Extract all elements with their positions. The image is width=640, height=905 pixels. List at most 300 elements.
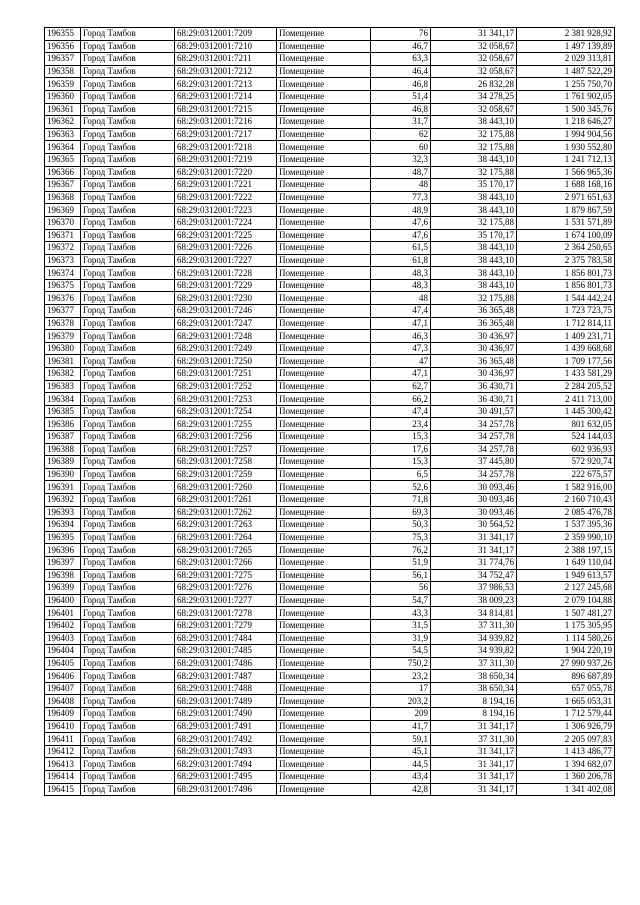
city-cell: Город Тамбов [81,418,175,431]
unit-value-cell: 32 175,88 [431,141,517,154]
area-cell: 46,7 [371,40,431,53]
cadastral-number-cell: 68:29:0312001:7278 [175,607,277,620]
unit-value-cell: 32 175,88 [431,292,517,305]
object-type-cell: Помещение [277,645,371,658]
object-type-cell: Помещение [277,594,371,607]
table-row [45,40,615,53]
object-type-cell: Помещение [277,418,371,431]
cadastral-value-cell: 1 723 723,75 [517,305,615,318]
row-id-cell: 196394 [45,519,81,532]
row-id-cell: 196364 [45,141,81,154]
cadastral-value-cell: 1 688 168,16 [517,179,615,192]
area-cell: 66,2 [371,393,431,406]
object-type-cell: Помещение [277,493,371,506]
area-cell: 44,5 [371,758,431,771]
city-cell: Город Тамбов [81,393,175,406]
cadastral-number-cell: 68:29:0312001:7215 [175,103,277,116]
cadastral-value-cell: 1 566 965,36 [517,166,615,179]
cadastral-number-cell: 68:29:0312001:7489 [175,695,277,708]
cadastral-value-cell: 1 497 139,89 [517,40,615,53]
city-cell: Город Тамбов [81,166,175,179]
object-type-cell: Помещение [277,28,371,41]
row-id-cell: 196390 [45,468,81,481]
unit-value-cell: 31 341,17 [431,720,517,733]
city-cell: Город Тамбов [81,242,175,255]
row-id-cell: 196360 [45,90,81,103]
unit-value-cell: 30 093,46 [431,493,517,506]
row-id-cell: 196361 [45,103,81,116]
row-id-cell: 196378 [45,317,81,330]
table-row [45,128,615,141]
table-row [45,342,615,355]
row-id-cell: 196406 [45,670,81,683]
table-body [45,28,615,796]
object-type-cell: Помещение [277,267,371,280]
unit-value-cell: 34 257,78 [431,468,517,481]
row-id-cell: 196369 [45,204,81,217]
table-row [45,279,615,292]
city-cell: Город Тамбов [81,229,175,242]
unit-value-cell: 38 443,10 [431,267,517,280]
table-row [45,519,615,532]
unit-value-cell: 38 443,10 [431,254,517,267]
object-type-cell: Помещение [277,632,371,645]
cadastral-number-cell: 68:29:0312001:7261 [175,493,277,506]
unit-value-cell: 38 443,10 [431,191,517,204]
city-cell: Город Тамбов [81,179,175,192]
city-cell: Город Тамбов [81,292,175,305]
cadastral-number-cell: 68:29:0312001:7223 [175,204,277,217]
cadastral-number-cell: 68:29:0312001:7253 [175,393,277,406]
object-type-cell: Помещение [277,342,371,355]
object-type-cell: Помещение [277,191,371,204]
object-type-cell: Помещение [277,582,371,595]
table-row [45,78,615,91]
cadastral-number-cell: 68:29:0312001:7256 [175,431,277,444]
city-cell: Город Тамбов [81,141,175,154]
row-id-cell: 196373 [45,254,81,267]
unit-value-cell: 37 311,30 [431,657,517,670]
cadastral-number-cell: 68:29:0312001:7222 [175,191,277,204]
cadastral-value-cell: 1 712 579,44 [517,708,615,721]
table-row [45,153,615,166]
object-type-cell: Помещение [277,481,371,494]
object-type-cell: Помещение [277,40,371,53]
city-cell: Город Тамбов [81,481,175,494]
row-id-cell: 196367 [45,179,81,192]
unit-value-cell: 34 752,47 [431,569,517,582]
object-type-cell: Помещение [277,65,371,78]
table-row [45,216,615,229]
cadastral-number-cell: 68:29:0312001:7249 [175,342,277,355]
object-type-cell: Помещение [277,166,371,179]
object-type-cell: Помещение [277,720,371,733]
object-type-cell: Помещение [277,682,371,695]
cadastral-value-cell: 1 306 926,79 [517,720,615,733]
cadastral-number-cell: 68:29:0312001:7219 [175,153,277,166]
row-id-cell: 196387 [45,431,81,444]
table-row [45,468,615,481]
object-type-cell: Помещение [277,53,371,66]
cadastral-number-cell: 68:29:0312001:7254 [175,405,277,418]
cadastral-number-cell: 68:29:0312001:7488 [175,682,277,695]
cadastral-value-cell: 1 674 100,09 [517,229,615,242]
cadastral-value-cell: 1 537 395,36 [517,519,615,532]
cadastral-number-cell: 68:29:0312001:7226 [175,242,277,255]
table-row [45,758,615,771]
cadastral-value-cell: 2 388 197,15 [517,544,615,557]
unit-value-cell: 30 491,57 [431,405,517,418]
table-row [45,267,615,280]
cadastral-value-cell: 1 409 231,71 [517,330,615,343]
object-type-cell: Помещение [277,393,371,406]
object-type-cell: Помещение [277,90,371,103]
object-type-cell: Помещение [277,531,371,544]
row-id-cell: 196374 [45,267,81,280]
object-type-cell: Помещение [277,78,371,91]
city-cell: Город Тамбов [81,431,175,444]
unit-value-cell: 38 443,10 [431,242,517,255]
unit-value-cell: 30 436,97 [431,330,517,343]
cadastral-number-cell: 68:29:0312001:7484 [175,632,277,645]
row-id-cell: 196382 [45,368,81,381]
area-cell: 6,5 [371,468,431,481]
unit-value-cell: 38 443,10 [431,153,517,166]
row-id-cell: 196384 [45,393,81,406]
object-type-cell: Помещение [277,380,371,393]
city-cell: Город Тамбов [81,40,175,53]
table-row [45,254,615,267]
object-type-cell: Помещение [277,405,371,418]
city-cell: Город Тамбов [81,368,175,381]
city-cell: Город Тамбов [81,191,175,204]
area-cell: 31,5 [371,619,431,632]
unit-value-cell: 38 650,34 [431,670,517,683]
table-row [45,141,615,154]
cadastral-value-cell: 1 413 486,77 [517,745,615,758]
area-cell: 48,3 [371,267,431,280]
cadastral-number-cell: 68:29:0312001:7491 [175,720,277,733]
cadastral-number-cell: 68:29:0312001:7279 [175,619,277,632]
object-type-cell: Помещение [277,708,371,721]
city-cell: Город Тамбов [81,254,175,267]
object-type-cell: Помещение [277,456,371,469]
city-cell: Город Тамбов [81,708,175,721]
cadastral-number-cell: 68:29:0312001:7255 [175,418,277,431]
table-row [45,645,615,658]
unit-value-cell: 37 311,30 [431,733,517,746]
cadastral-value-cell: 1 649 110,04 [517,556,615,569]
cadastral-number-cell: 68:29:0312001:7257 [175,443,277,456]
row-id-cell: 196358 [45,65,81,78]
area-cell: 203,2 [371,695,431,708]
row-id-cell: 196400 [45,594,81,607]
area-cell: 750,2 [371,657,431,670]
row-id-cell: 196389 [45,456,81,469]
cadastral-value-cell: 896 687,89 [517,670,615,683]
cadastral-number-cell: 68:29:0312001:7228 [175,267,277,280]
row-id-cell: 196393 [45,506,81,519]
unit-value-cell: 34 257,78 [431,418,517,431]
table-row [45,431,615,444]
cadastral-number-cell: 68:29:0312001:7485 [175,645,277,658]
row-id-cell: 196398 [45,569,81,582]
object-type-cell: Помещение [277,242,371,255]
area-cell: 46,8 [371,103,431,116]
cadastral-value-cell: 1 712 814,11 [517,317,615,330]
cadastral-number-cell: 68:29:0312001:7230 [175,292,277,305]
cadastral-number-cell: 68:29:0312001:7214 [175,90,277,103]
row-id-cell: 196411 [45,733,81,746]
city-cell: Город Тамбов [81,317,175,330]
area-cell: 46,4 [371,65,431,78]
area-cell: 52,6 [371,481,431,494]
table-row [45,481,615,494]
table-row [45,670,615,683]
table-row [45,443,615,456]
cadastral-number-cell: 68:29:0312001:7220 [175,166,277,179]
object-type-cell: Помещение [277,305,371,318]
unit-value-cell: 34 939,82 [431,632,517,645]
cadastral-value-cell: 572 920,74 [517,456,615,469]
object-type-cell: Помещение [277,368,371,381]
cadastral-number-cell: 68:29:0312001:7490 [175,708,277,721]
city-cell: Город Тамбов [81,619,175,632]
city-cell: Город Тамбов [81,645,175,658]
cadastral-number-cell: 68:29:0312001:7266 [175,556,277,569]
table-row [45,116,615,129]
area-cell: 56,1 [371,569,431,582]
table-row [45,771,615,784]
city-cell: Город Тамбов [81,380,175,393]
object-type-cell: Помещение [277,745,371,758]
object-type-cell: Помещение [277,506,371,519]
area-cell: 47,3 [371,342,431,355]
city-cell: Город Тамбов [81,556,175,569]
unit-value-cell: 34 257,78 [431,443,517,456]
city-cell: Город Тамбов [81,632,175,645]
cadastral-value-cell: 1 500 345,76 [517,103,615,116]
area-cell: 61,8 [371,254,431,267]
cadastral-number-cell: 68:29:0312001:7493 [175,745,277,758]
unit-value-cell: 35 170,17 [431,179,517,192]
area-cell: 17 [371,682,431,695]
unit-value-cell: 38 443,10 [431,204,517,217]
city-cell: Город Тамбов [81,519,175,532]
unit-value-cell: 32 058,67 [431,103,517,116]
row-id-cell: 196401 [45,607,81,620]
cadastral-value-cell: 1 255 750,70 [517,78,615,91]
row-id-cell: 196376 [45,292,81,305]
cadastral-value-cell: 222 675,57 [517,468,615,481]
area-cell: 15,3 [371,431,431,444]
object-type-cell: Помещение [277,544,371,557]
city-cell: Город Тамбов [81,53,175,66]
area-cell: 31,9 [371,632,431,645]
row-id-cell: 196383 [45,380,81,393]
row-id-cell: 196407 [45,682,81,695]
table-row [45,103,615,116]
object-type-cell: Помещение [277,279,371,292]
area-cell: 54,5 [371,645,431,658]
area-cell: 62,7 [371,380,431,393]
cadastral-number-cell: 68:29:0312001:7275 [175,569,277,582]
object-type-cell: Помещение [277,292,371,305]
cadastral-value-cell: 1 175 305,95 [517,619,615,632]
cadastral-value-cell: 2 205 097,83 [517,733,615,746]
table-row [45,65,615,78]
area-cell: 46,3 [371,330,431,343]
table-row [45,733,615,746]
table-row [45,582,615,595]
cadastral-value-cell: 1 439 668,68 [517,342,615,355]
object-type-cell: Помещение [277,216,371,229]
city-cell: Город Тамбов [81,305,175,318]
area-cell: 47,4 [371,305,431,318]
cadastral-table [44,27,615,796]
row-id-cell: 196379 [45,330,81,343]
row-id-cell: 196355 [45,28,81,41]
cadastral-value-cell: 1 930 552,80 [517,141,615,154]
cadastral-number-cell: 68:29:0312001:7221 [175,179,277,192]
object-type-cell: Помещение [277,317,371,330]
cadastral-value-cell: 2 085 476,78 [517,506,615,519]
unit-value-cell: 37 311,30 [431,619,517,632]
table-row [45,305,615,318]
row-id-cell: 196403 [45,632,81,645]
city-cell: Город Тамбов [81,456,175,469]
row-id-cell: 196395 [45,531,81,544]
city-cell: Город Тамбов [81,531,175,544]
object-type-cell: Помещение [277,204,371,217]
table-row [45,783,615,796]
table-row [45,292,615,305]
area-cell: 32,3 [371,153,431,166]
row-id-cell: 196410 [45,720,81,733]
table-row [45,204,615,217]
table-row [45,355,615,368]
cadastral-number-cell: 68:29:0312001:7227 [175,254,277,267]
object-type-cell: Помещение [277,103,371,116]
cadastral-number-cell: 68:29:0312001:7487 [175,670,277,683]
unit-value-cell: 38 650,34 [431,682,517,695]
unit-value-cell: 34 939,82 [431,645,517,658]
cadastral-value-cell: 1 994 904,56 [517,128,615,141]
cadastral-number-cell: 68:29:0312001:7277 [175,594,277,607]
area-cell: 209 [371,708,431,721]
cadastral-value-cell: 2 359 990,10 [517,531,615,544]
table-row [45,191,615,204]
area-cell: 63,3 [371,53,431,66]
city-cell: Город Тамбов [81,342,175,355]
cadastral-number-cell: 68:29:0312001:7492 [175,733,277,746]
cadastral-number-cell: 68:29:0312001:7248 [175,330,277,343]
unit-value-cell: 30 093,46 [431,506,517,519]
row-id-cell: 196391 [45,481,81,494]
row-id-cell: 196413 [45,758,81,771]
row-id-cell: 196405 [45,657,81,670]
city-cell: Город Тамбов [81,569,175,582]
unit-value-cell: 31 341,17 [431,531,517,544]
object-type-cell: Помещение [277,330,371,343]
area-cell: 62 [371,128,431,141]
cadastral-number-cell: 68:29:0312001:7260 [175,481,277,494]
object-type-cell: Помещение [277,153,371,166]
table-row [45,53,615,66]
object-type-cell: Помещение [277,179,371,192]
table-row [45,456,615,469]
cadastral-value-cell: 1 360 206,78 [517,771,615,784]
object-type-cell: Помещение [277,733,371,746]
unit-value-cell: 31 341,17 [431,771,517,784]
city-cell: Город Тамбов [81,695,175,708]
table-row [45,393,615,406]
area-cell: 56 [371,582,431,595]
unit-value-cell: 8 194,16 [431,708,517,721]
city-cell: Город Тамбов [81,506,175,519]
row-id-cell: 196414 [45,771,81,784]
city-cell: Город Тамбов [81,204,175,217]
table-row [45,745,615,758]
row-id-cell: 196380 [45,342,81,355]
table-row [45,682,615,695]
row-id-cell: 196397 [45,556,81,569]
object-type-cell: Помещение [277,254,371,267]
area-cell: 75,3 [371,531,431,544]
city-cell: Город Тамбов [81,670,175,683]
table-row [45,632,615,645]
table-row [45,619,615,632]
city-cell: Город Тамбов [81,720,175,733]
cadastral-number-cell: 68:29:0312001:7218 [175,141,277,154]
unit-value-cell: 34 278,25 [431,90,517,103]
row-id-cell: 196356 [45,40,81,53]
object-type-cell: Помещение [277,556,371,569]
city-cell: Город Тамбов [81,330,175,343]
object-type-cell: Помещение [277,619,371,632]
unit-value-cell: 30 564,52 [431,519,517,532]
cadastral-value-cell: 2 127 245,68 [517,582,615,595]
city-cell: Город Тамбов [81,594,175,607]
cadastral-value-cell: 1 487 522,29 [517,65,615,78]
row-id-cell: 196381 [45,355,81,368]
cadastral-value-cell: 1 856 801,73 [517,267,615,280]
cadastral-value-cell: 524 144,03 [517,431,615,444]
table-row [45,708,615,721]
row-id-cell: 196372 [45,242,81,255]
city-cell: Город Тамбов [81,153,175,166]
cadastral-value-cell: 1 856 801,73 [517,279,615,292]
cadastral-value-cell: 1 531 571,89 [517,216,615,229]
cadastral-value-cell: 1 218 646,27 [517,116,615,129]
table-row [45,330,615,343]
cadastral-value-cell: 1 394 682,07 [517,758,615,771]
city-cell: Город Тамбов [81,116,175,129]
unit-value-cell: 36 430,71 [431,380,517,393]
city-cell: Город Тамбов [81,607,175,620]
cadastral-value-cell: 1 114 580,26 [517,632,615,645]
object-type-cell: Помещение [277,141,371,154]
row-id-cell: 196377 [45,305,81,318]
unit-value-cell: 37 986,53 [431,582,517,595]
cadastral-number-cell: 68:29:0312001:7229 [175,279,277,292]
city-cell: Город Тамбов [81,78,175,91]
row-id-cell: 196375 [45,279,81,292]
city-cell: Город Тамбов [81,443,175,456]
area-cell: 48 [371,292,431,305]
area-cell: 47,4 [371,405,431,418]
city-cell: Город Тамбов [81,745,175,758]
